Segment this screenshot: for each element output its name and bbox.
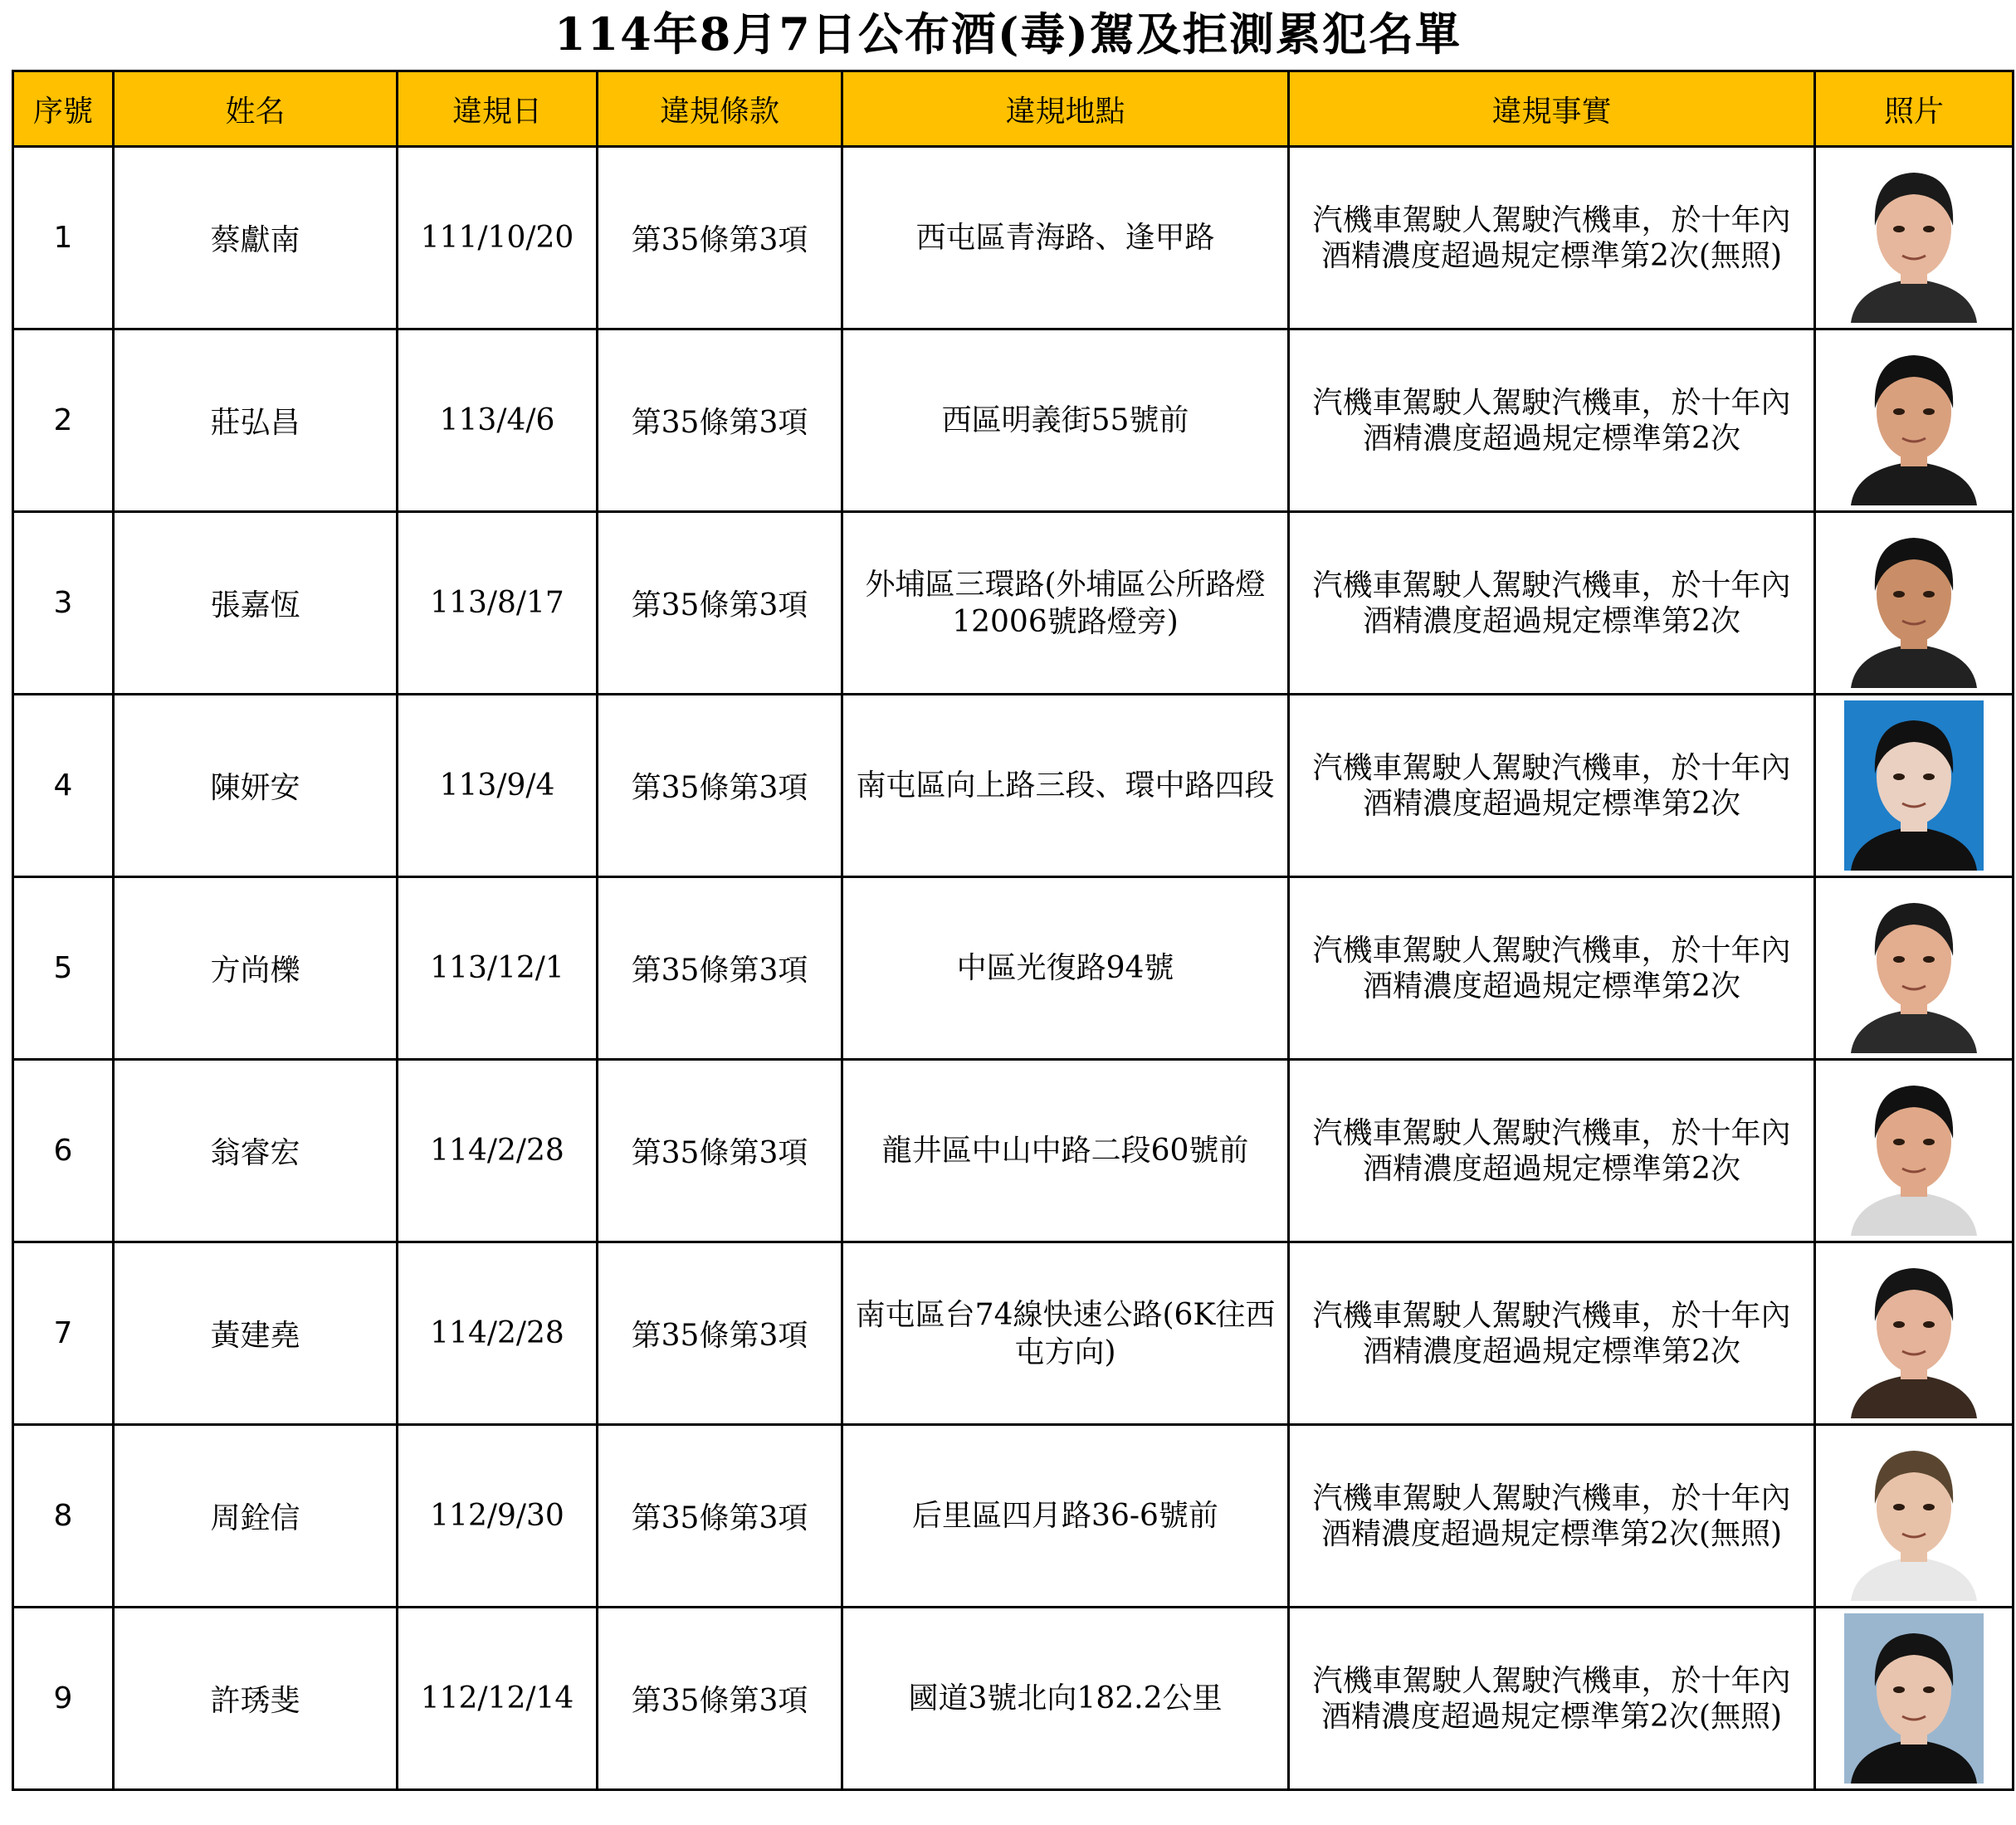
row-fact-line1: 汽機車駕駛人駕駛汽機車，於十年內 bbox=[1312, 1481, 1791, 1515]
header-seq: 序號 bbox=[13, 71, 114, 147]
portrait-photo bbox=[1844, 1613, 1984, 1784]
row-fact-line2: 酒精濃度超過規定標準第2次 bbox=[1363, 603, 1740, 638]
portrait-photo bbox=[1844, 518, 1984, 688]
row-photo-cell bbox=[1815, 147, 2014, 329]
row-date: 114/2/28 bbox=[398, 1060, 598, 1242]
row-name: 張嘉恆 bbox=[114, 512, 398, 695]
row-fact-line2: 酒精濃度超過規定標準第2次 bbox=[1363, 969, 1740, 1003]
portrait-photo bbox=[1844, 883, 1984, 1053]
row-fact bbox=[1289, 1425, 1815, 1608]
row-fact-line1: 汽機車駕駛人駕駛汽機車，於十年內 bbox=[1312, 1115, 1791, 1150]
portrait-photo bbox=[1844, 335, 1984, 505]
row-location: 中區光復路94號 bbox=[842, 877, 1289, 1060]
row-photo-cell bbox=[1815, 695, 2014, 877]
header-location: 違規地點 bbox=[842, 71, 1289, 147]
row-fact-line1: 汽機車駕駛人駕駛汽機車，於十年內 bbox=[1312, 1298, 1791, 1333]
row-date: 114/2/28 bbox=[398, 1242, 598, 1425]
row-photo-cell bbox=[1815, 877, 2014, 1060]
table-row bbox=[13, 147, 2014, 329]
header-fact: 違規事實 bbox=[1289, 71, 1815, 147]
row-fact-line2: 酒精濃度超過規定標準第2次(無照) bbox=[1321, 1516, 1782, 1551]
row-location: 西區明義街55號前 bbox=[842, 329, 1289, 512]
row-location: 國道3號北向182.2公里 bbox=[842, 1608, 1289, 1790]
row-name: 陳妍安 bbox=[114, 695, 398, 877]
row-clause: 第35條第3項 bbox=[598, 147, 842, 329]
table-header-row bbox=[13, 71, 2014, 147]
row-name: 蔡獻南 bbox=[114, 147, 398, 329]
row-name: 黃建堯 bbox=[114, 1242, 398, 1425]
table-row bbox=[13, 1242, 2014, 1425]
row-fact bbox=[1289, 1060, 1815, 1242]
table-row bbox=[13, 877, 2014, 1060]
row-fact-line2: 酒精濃度超過規定標準第2次(無照) bbox=[1321, 1699, 1782, 1734]
row-fact-line1: 汽機車駕駛人駕駛汽機車，於十年內 bbox=[1312, 750, 1791, 785]
table-row bbox=[13, 1060, 2014, 1242]
row-seq: 8 bbox=[13, 1425, 114, 1608]
row-name: 莊弘昌 bbox=[114, 329, 398, 512]
row-clause: 第35條第3項 bbox=[598, 1060, 842, 1242]
row-seq: 7 bbox=[13, 1242, 114, 1425]
row-clause: 第35條第3項 bbox=[598, 1425, 842, 1608]
row-clause: 第35條第3項 bbox=[598, 695, 842, 877]
row-fact bbox=[1289, 1242, 1815, 1425]
row-date: 111/10/20 bbox=[398, 147, 598, 329]
row-fact bbox=[1289, 512, 1815, 695]
row-seq: 2 bbox=[13, 329, 114, 512]
row-photo-cell bbox=[1815, 1608, 2014, 1790]
row-fact-line2: 酒精濃度超過規定標準第2次 bbox=[1363, 1151, 1740, 1186]
row-fact-line2: 酒精濃度超過規定標準第2次 bbox=[1363, 1334, 1740, 1369]
row-fact-line1: 汽機車駕駛人駕駛汽機車，於十年內 bbox=[1312, 933, 1791, 968]
row-photo-cell bbox=[1815, 1242, 2014, 1425]
portrait-photo bbox=[1844, 1248, 1984, 1418]
row-clause: 第35條第3項 bbox=[598, 877, 842, 1060]
row-name: 翁睿宏 bbox=[114, 1060, 398, 1242]
row-seq: 3 bbox=[13, 512, 114, 695]
row-location: 南屯區台74線快速公路(6K往西屯方向) bbox=[842, 1242, 1289, 1425]
table-row bbox=[13, 1425, 2014, 1608]
row-fact-line1: 汽機車駕駛人駕駛汽機車，於十年內 bbox=[1312, 385, 1791, 420]
row-fact-line2: 酒精濃度超過規定標準第2次(無照) bbox=[1321, 238, 1782, 273]
row-clause: 第35條第3項 bbox=[598, 512, 842, 695]
row-seq: 4 bbox=[13, 695, 114, 877]
row-fact-line1: 汽機車駕駛人駕駛汽機車，於十年內 bbox=[1312, 203, 1791, 237]
row-fact bbox=[1289, 1608, 1815, 1790]
row-clause: 第35條第3項 bbox=[598, 1608, 842, 1790]
row-location: 西屯區青海路、逢甲路 bbox=[842, 147, 1289, 329]
header-name: 姓名 bbox=[114, 71, 398, 147]
row-seq: 9 bbox=[13, 1608, 114, 1790]
portrait-photo bbox=[1844, 1431, 1984, 1601]
row-name: 許琇斐 bbox=[114, 1608, 398, 1790]
row-fact bbox=[1289, 147, 1815, 329]
row-date: 112/9/30 bbox=[398, 1425, 598, 1608]
row-photo-cell bbox=[1815, 1060, 2014, 1242]
row-photo-cell bbox=[1815, 512, 2014, 695]
row-fact bbox=[1289, 329, 1815, 512]
row-fact-line1: 汽機車駕駛人駕駛汽機車，於十年內 bbox=[1312, 568, 1791, 603]
row-name: 方尚櫟 bbox=[114, 877, 398, 1060]
row-clause: 第35條第3項 bbox=[598, 329, 842, 512]
page-title: 114年8月7日公布酒(毒)駕及拒測累犯名單 bbox=[554, 7, 1462, 61]
row-photo-cell bbox=[1815, 329, 2014, 512]
header-photo: 照片 bbox=[1815, 71, 2014, 147]
row-fact-line2: 酒精濃度超過規定標準第2次 bbox=[1363, 786, 1740, 821]
row-fact-line1: 汽機車駕駛人駕駛汽機車，於十年內 bbox=[1312, 1663, 1791, 1698]
row-date: 113/9/4 bbox=[398, 695, 598, 877]
row-seq: 6 bbox=[13, 1060, 114, 1242]
table-row bbox=[13, 329, 2014, 512]
row-fact-line2: 酒精濃度超過規定標準第2次 bbox=[1363, 421, 1740, 456]
header-clause: 違規條款 bbox=[598, 71, 842, 147]
portrait-photo bbox=[1844, 1066, 1984, 1236]
row-date: 112/12/14 bbox=[398, 1608, 598, 1790]
table-row bbox=[13, 695, 2014, 877]
portrait-photo bbox=[1844, 153, 1984, 323]
row-fact bbox=[1289, 695, 1815, 877]
row-seq: 1 bbox=[13, 147, 114, 329]
row-clause: 第35條第3項 bbox=[598, 1242, 842, 1425]
row-location: 南屯區向上路三段、環中路四段 bbox=[842, 695, 1289, 877]
row-location: 龍井區中山中路二段60號前 bbox=[842, 1060, 1289, 1242]
row-date: 113/8/17 bbox=[398, 512, 598, 695]
row-location: 外埔區三環路(外埔區公所路燈12006號路燈旁) bbox=[842, 512, 1289, 695]
table-row bbox=[13, 1608, 2014, 1790]
row-date: 113/12/1 bbox=[398, 877, 598, 1060]
row-name: 周銓信 bbox=[114, 1425, 398, 1608]
row-seq: 5 bbox=[13, 877, 114, 1060]
portrait-photo bbox=[1844, 700, 1984, 871]
row-date: 113/4/6 bbox=[398, 329, 598, 512]
row-photo-cell bbox=[1815, 1425, 2014, 1608]
row-location: 后里區四月路36-6號前 bbox=[842, 1425, 1289, 1608]
table-row bbox=[13, 512, 2014, 695]
offender-table bbox=[12, 70, 2014, 1791]
header-date: 違規日 bbox=[398, 71, 598, 147]
row-fact bbox=[1289, 877, 1815, 1060]
